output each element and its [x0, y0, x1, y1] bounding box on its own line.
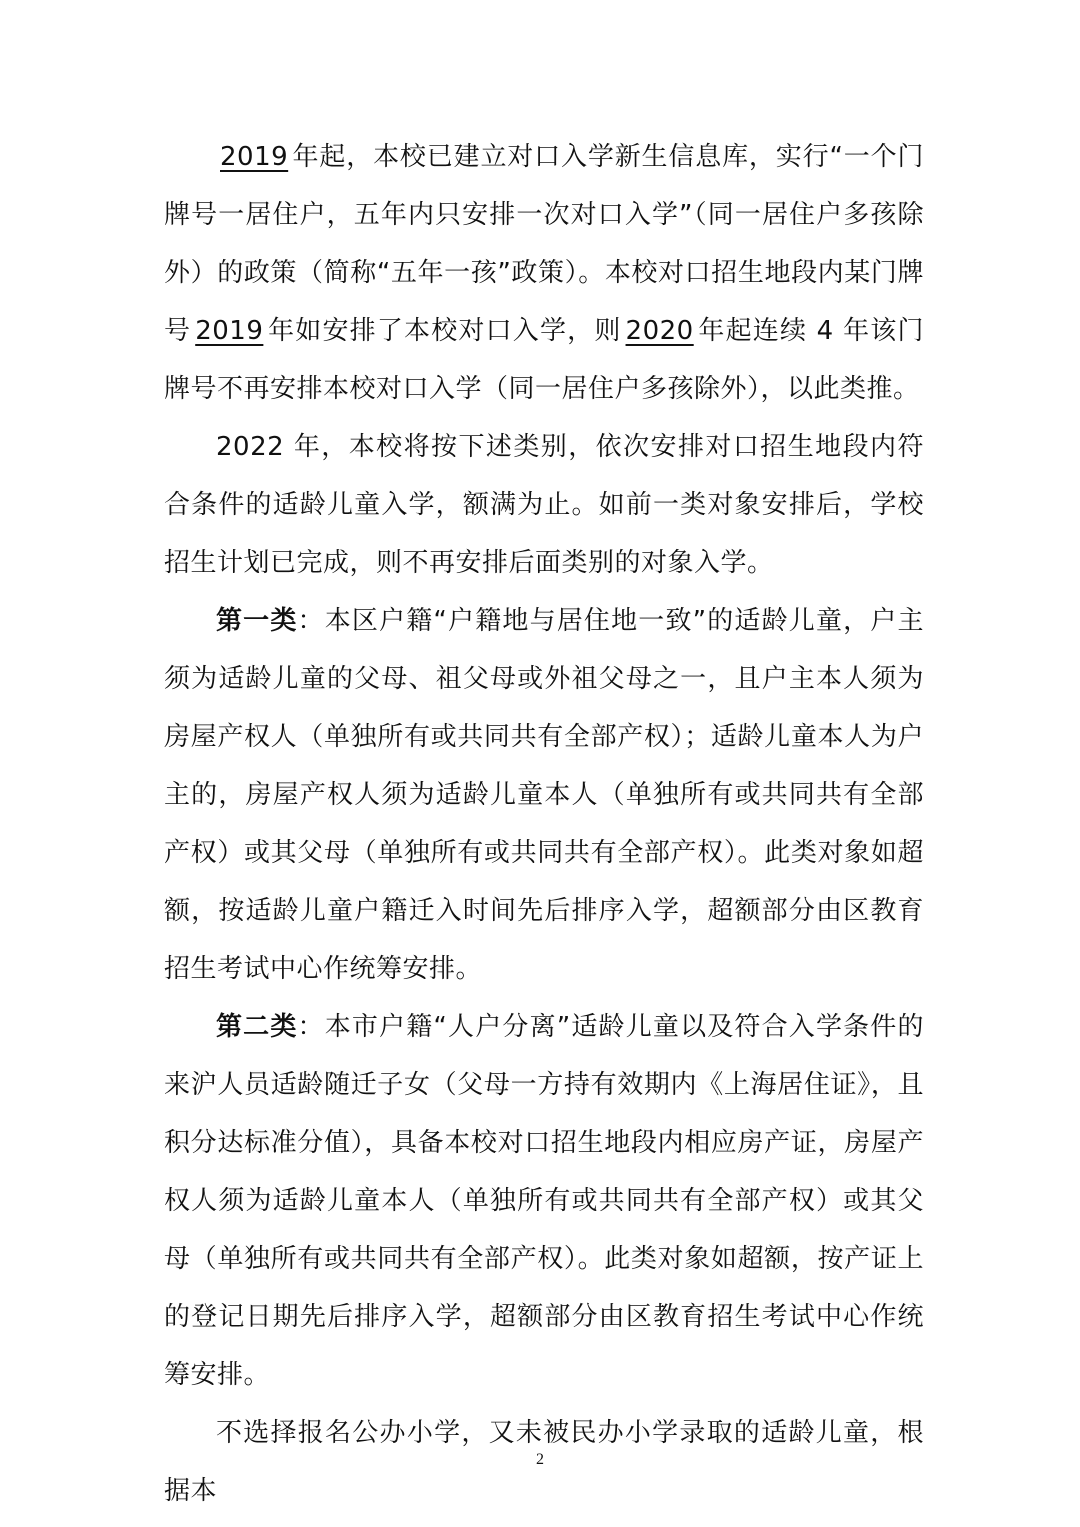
paragraph-five-year-policy — [164, 128, 924, 418]
paragraph-text: ：本区户籍“户籍地与居住地一致”的适龄儿童，户主须为适龄儿童的父母、祖父母或外祖父母之一，且户主本人须为房屋产权人（单独所有或共同共有全部产权）；适龄儿童本人为户主的，房屋产权人须为适龄儿童本人（单独所有或共同共有全部产权）或其父母（单独所有或共同共有全部产权）。此类对象如超额，按适龄儿童户籍迁入时间先后排序入学，超额部分由区教育招生考试中心作统筹安排。 — [164, 606, 924, 984]
paragraph-text: ：本市户籍“人户分离”适龄儿童以及符合入学条件的来沪人员适龄随迁子女（父母一方持有效期内《上海居住证》，且积分达标准分值），具备本校对口招生地段内相应房产证，房屋产权人须为适龄儿童本人（单独所有或共同共有全部产权）或其父母（单独所有或共同共有全部产权）。此类对象如超额，按产证上的登记日期先后排序入学，超额部分由区教育招生考试中心作统筹安排。 — [164, 1012, 924, 1390]
category-label: 第一类 — [216, 606, 298, 636]
year-underlined: 2019 — [220, 142, 289, 172]
paragraph-text: 年如安排了本校对口入学，则 — [267, 316, 622, 346]
paragraph-category-two — [164, 998, 924, 1404]
year-underlined: 2019 — [195, 316, 264, 346]
page-number: 2 — [536, 1451, 544, 1468]
year-underlined: 2020 — [625, 316, 694, 346]
paragraph-text: 2022 年，本校将按下述类别，依次安排对口招生地段内符合条件的适龄儿童入学，额满为止。如前一类对象安排后，学校招生计划已完成，则不再安排后面类别的对象入学。 — [164, 432, 924, 578]
paragraph-category-one — [164, 592, 924, 998]
category-label: 第二类 — [216, 1012, 298, 1042]
paragraph-text: 年起，本校已建立对口入学新生信息库，实行“一个门牌号一居住户，五年内只安排一次对口入学”（同一居住户多孩除外）的政策（简称“五年一孩”政策）。本校对口招生地段内某门牌号 — [164, 142, 924, 346]
paragraph-text: 年起连续 4 年该门牌号不再安排本校对口入学（同一居住户多孩除外），以此类推。 — [164, 316, 924, 404]
paragraph-2022-order — [164, 418, 924, 592]
document-body — [164, 128, 924, 1520]
paragraph-text: 不选择报名公办小学，又未被民办小学录取的适龄儿童，根据本 — [164, 1418, 924, 1506]
